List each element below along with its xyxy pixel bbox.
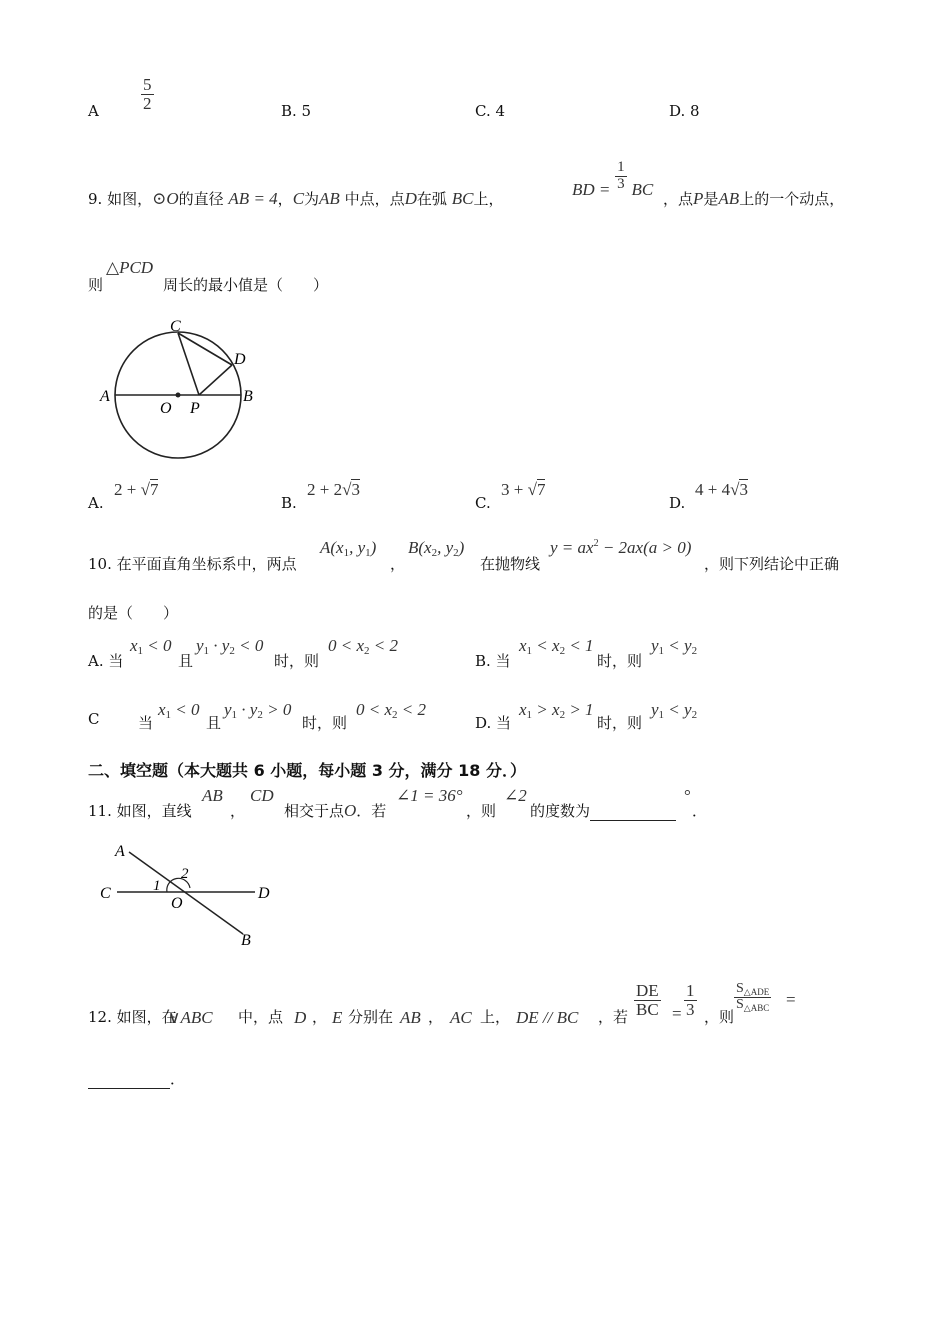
ab-equals-4: AB = 4	[228, 189, 278, 208]
q9-option-d: D. 4 + 4√3	[669, 480, 748, 512]
line-ab	[129, 852, 243, 934]
section2-heading: 二、填空题（本大题共 6 小题，每小题 3 分，满分 18 分．）	[88, 761, 526, 780]
q9-option-b: B. 2 + 2√3	[281, 480, 360, 512]
segment-pd	[199, 365, 232, 395]
label-angle1: 1	[153, 878, 161, 894]
label-b: B	[243, 388, 253, 405]
q10-option-a: A. 当 $x_1 < 0$ 且 $y_1 \cdot y_2 < 0$ 时，则 $0 < x_2 < 2$	[88, 636, 399, 670]
q11-answer-blank[interactable]	[590, 802, 676, 821]
center-point	[176, 393, 181, 398]
q9-circle-figure	[95, 313, 265, 463]
q10-stem-line2: 的是（ ）	[88, 604, 179, 622]
area-ratio: $S_{\triangle ADE}$ $S_{\triangle ABC}$	[736, 981, 770, 1014]
q8-option-a-label: A	[88, 102, 99, 120]
q10-stem-line1: 10. 在平面直角坐标系中，两点 $A(x_1$, $y_1$) ， $B(x_2$, $y_2$) 在抛物线 $y = ax^2 - 2ax(a > 0)$ ，则下列结论中正确	[88, 538, 840, 573]
q8-option-d: D. 8	[669, 102, 700, 120]
q9-stem-line1: 9. 如图，⊙O的直径 AB = 4，C为AB 中点，点D在弧 BC上， BD = $\frac{1}{3}$ BC ，点P是AB上的一个动点，	[88, 159, 845, 208]
label-a: A	[115, 843, 125, 860]
label-d: D	[234, 351, 246, 368]
q10-option-b: B. 当 $x_1 < x_2 < 1$ 时，则 $y_1 < y_2$	[475, 636, 698, 670]
parabola-equation: $y = ax^2 - 2ax(a > 0)$	[550, 538, 692, 557]
label-c: C	[170, 318, 181, 335]
triangle-pcd: △PCD	[106, 258, 154, 277]
circle-o: ⊙O	[152, 189, 179, 208]
q12-stem: 12. 如图，在 ∨ABC 中，点 D ， E 分别在 AB ， AC 上， DE // BC ，若 $\frac{DE}{BC}$ = $\frac{1}{3}$ ，则 $S_{\triangle ADE}$ $S_{\triangle ABC}$ =	[88, 981, 796, 1027]
q12-answer-line: ．	[88, 1068, 185, 1089]
q8-option-c: C. 4	[475, 102, 506, 120]
q9-option-a: A. 2 + √7	[88, 480, 159, 512]
label-c: C	[100, 885, 111, 902]
label-angle2: 2	[181, 866, 189, 882]
point-a-coords: $A(x_1$, $y_1$)	[320, 538, 377, 559]
label-d: D	[258, 885, 270, 902]
arc-ratio-formula: BD = $\frac{1}{3}$ BC	[572, 159, 654, 200]
q8-option-b: B. 5	[281, 102, 312, 120]
q10-option-d: D. 当 $x_1 > x_2 > 1$ 时，则 $y_1 < y_2$	[475, 700, 698, 732]
q11-stem: 11. 如图，直线 AB ， CD 相交于点O．若 ∠1 = 36° ，则 ∠2 的度数为 ° ．	[88, 786, 708, 820]
label-o: O	[171, 895, 183, 912]
label-a: A	[100, 388, 110, 405]
q9-option-c: C. 3 + √7	[475, 480, 546, 512]
segment-cp	[178, 333, 199, 395]
label-p: P	[190, 400, 200, 417]
label-o: O	[160, 400, 172, 417]
q11-lines-figure	[95, 838, 285, 950]
q8-option-a-fraction: $\frac{5}{2}$	[143, 75, 152, 113]
q12-answer-blank[interactable]	[88, 1070, 170, 1089]
angle1-value: ∠1 = 36°	[396, 786, 463, 805]
label-b: B	[241, 932, 251, 949]
q10-option-c: C 当 $x_1 < 0$ 且 $y_1 \cdot y_2 > 0$ 时，则 $0 < x_2 < 2$	[88, 700, 427, 732]
point-b-coords: $B(x_2$, $y_2$)	[408, 538, 465, 559]
arc-ab: AB	[319, 189, 340, 208]
